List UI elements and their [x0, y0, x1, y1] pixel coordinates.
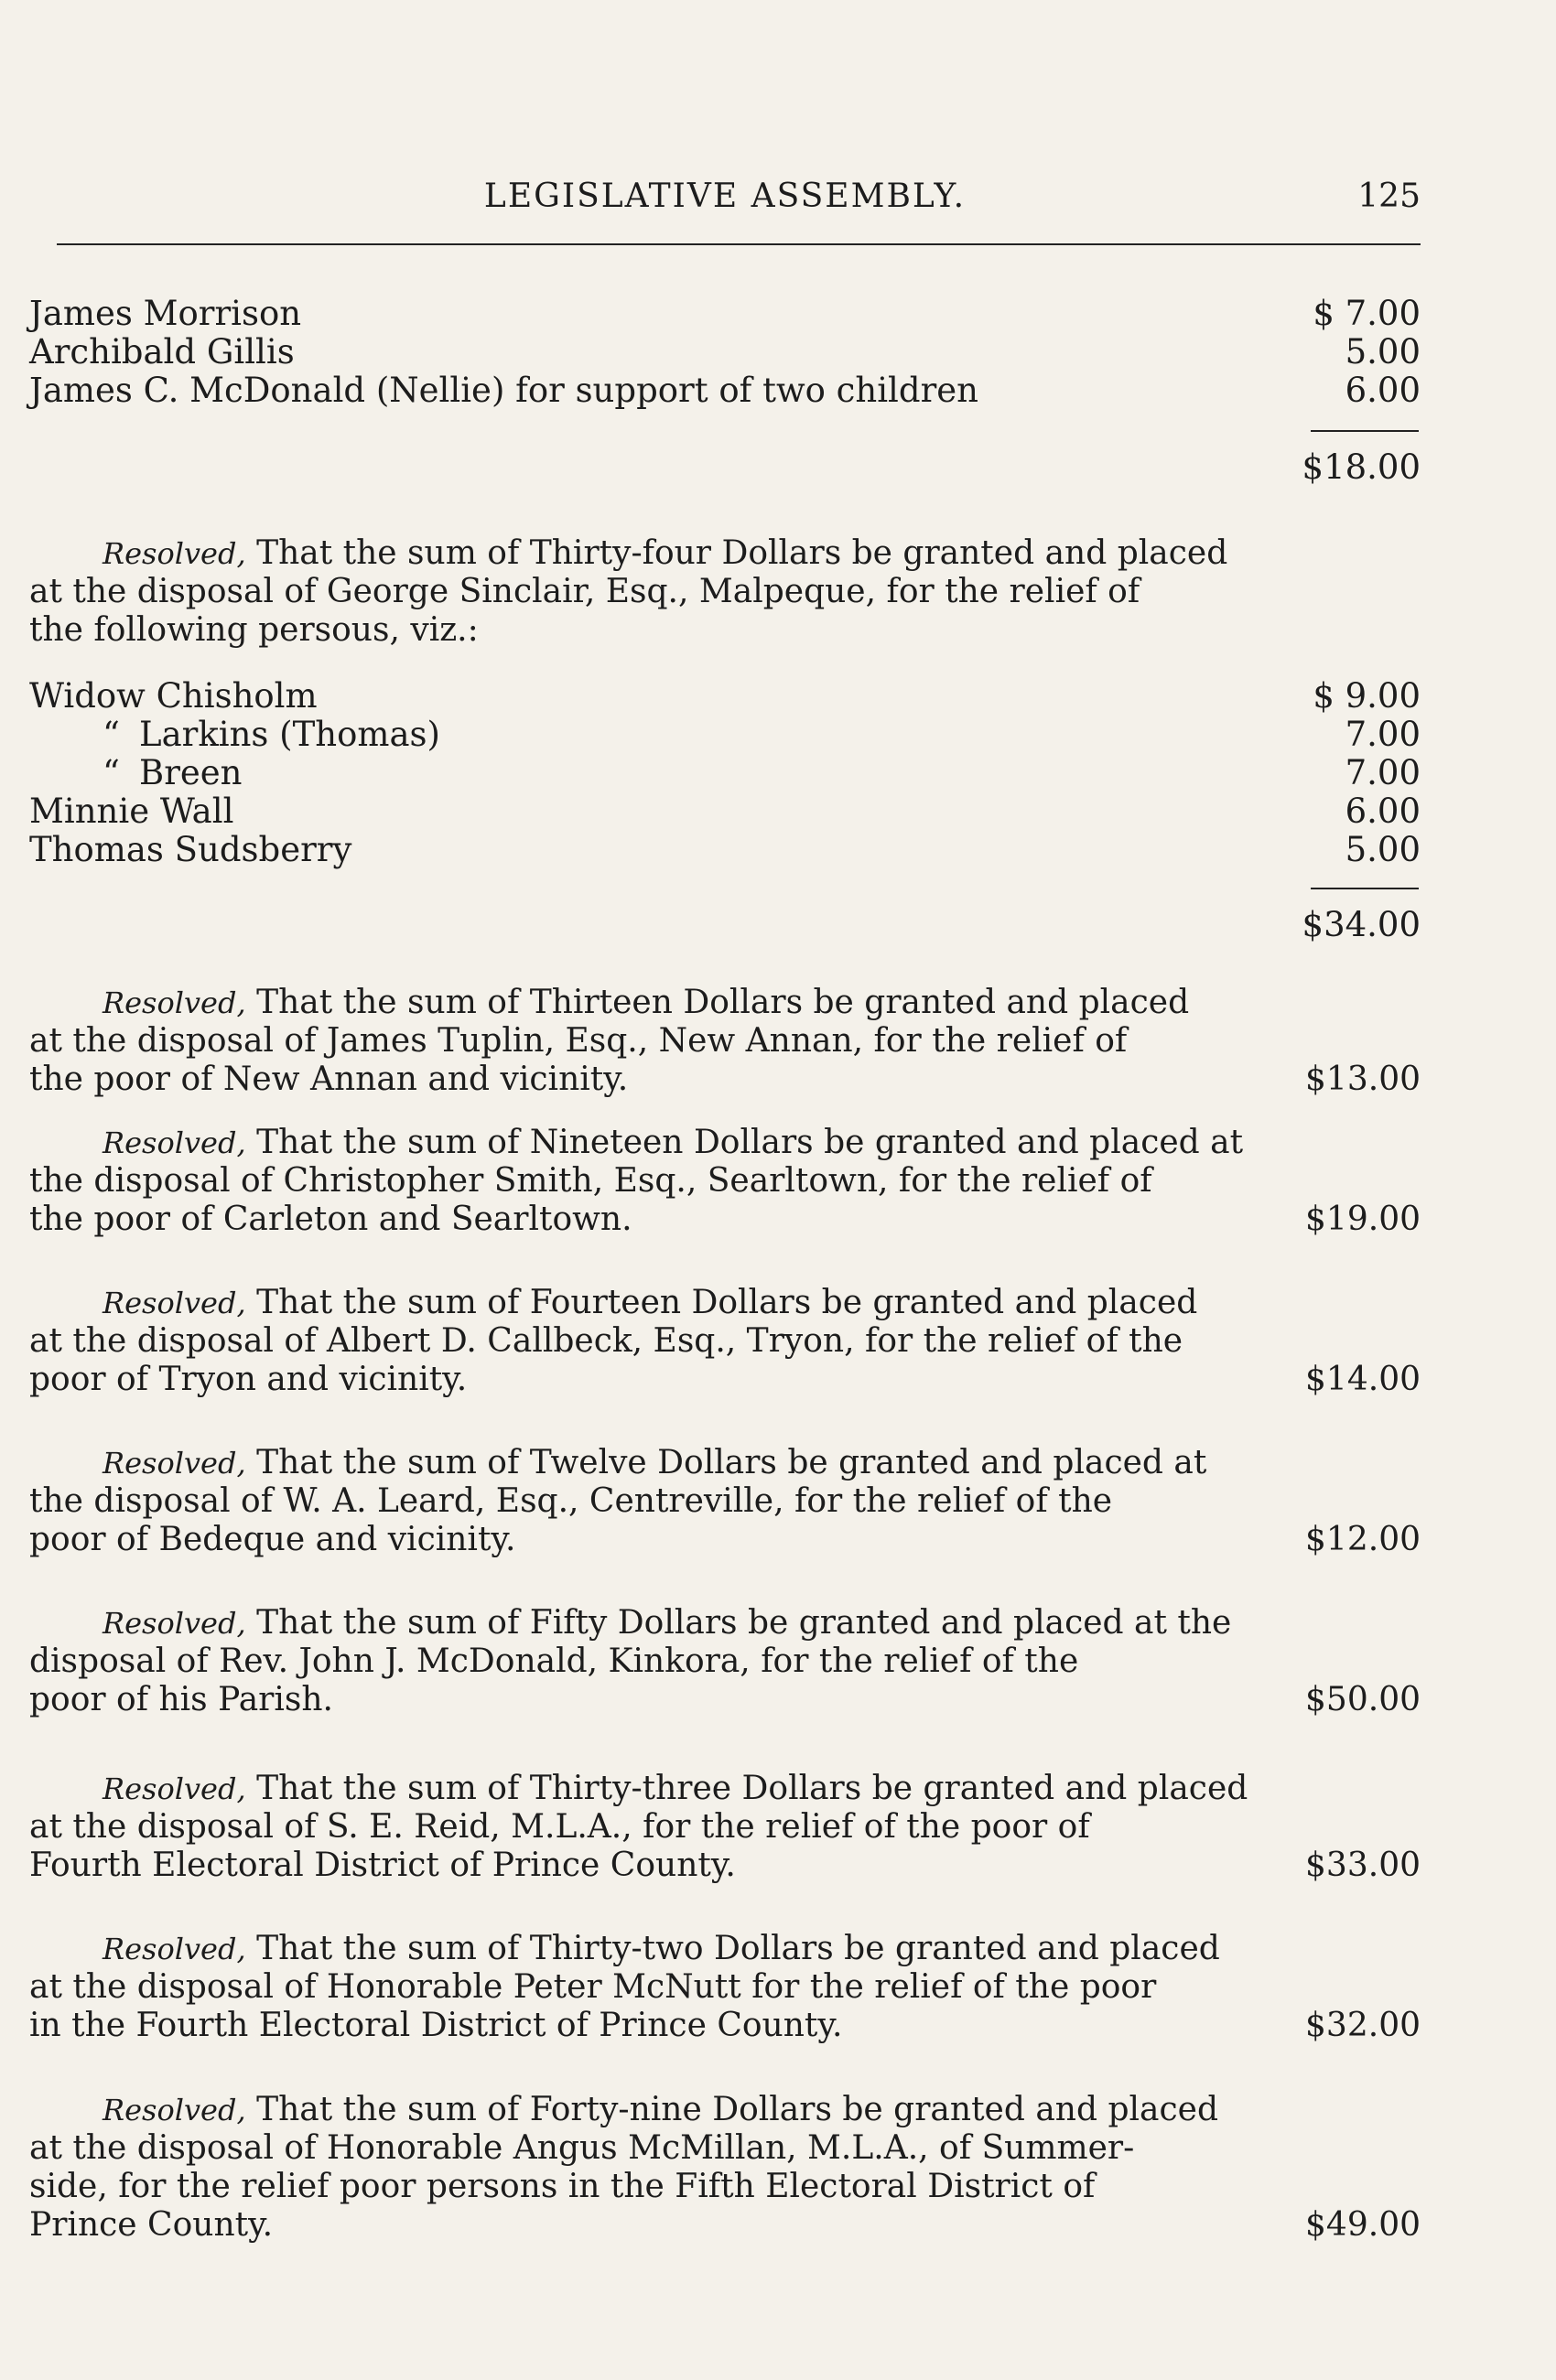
item-name: Archibald Gillis — [29, 332, 295, 372]
resolved-lead: Resolved, — [103, 1125, 246, 1160]
text-line: That the sum of Thirty-four Dollars be granted and placed — [256, 534, 1228, 572]
resolution-amount: $50.00 — [1305, 1681, 1421, 1718]
resolved-lead: Resolved, — [103, 1772, 246, 1806]
resolved-lead: Resolved, — [103, 2093, 246, 2127]
total-amount: $34.00 — [1302, 905, 1421, 944]
item-amount: 5.00 — [1345, 332, 1421, 372]
resolved-lead: Resolved, — [103, 536, 246, 571]
resolution-amount: $33.00 — [1305, 1847, 1421, 1884]
resolution-amount: $32.00 — [1305, 2007, 1421, 2044]
item-name: Minnie Wall — [29, 792, 234, 831]
resolved-lead: Resolved, — [103, 1606, 246, 1641]
resolution-paragraph: Resolved, That the sum of Thirty-three Dollars be granted and placed at the disposal of S. E. Reid, M.L.A., for the relief of the poor of Fourth Electoral District of Prince County. — [29, 1770, 1248, 1884]
resolution-paragraph: Resolved, That the sum of Nineteen Dollars be granted and placed at the disposal of Christopher Smith, Esq., Searltown, for the relief of the poor of Carleton and Searltown. — [29, 1124, 1244, 1238]
item-name: “ Breen — [103, 753, 243, 792]
resolved-lead: Resolved, — [103, 985, 246, 1020]
text-line: the following persous, viz.: — [29, 611, 479, 649]
item-amount: $ 9.00 — [1313, 676, 1421, 716]
resolution-paragraph: Resolved, That the sum of Thirteen Dollars be granted and placed at the disposal of James Tuplin, Esq., New Annan, for the relief of the poor of New Annan and vicinity. — [29, 984, 1190, 1098]
item-amount: 6.00 — [1345, 371, 1421, 410]
document-page — [29, 0, 1421, 2380]
resolution-paragraph — [29, 534, 1274, 650]
resolution-paragraph: Resolved, That the sum of Forty-nine Dollars be granted and placed at the disposal of Honorable Angus McMillan, M.L.A., of Summer- side, for the relief poor persons in the Fifth Electoral District of Prince County. — [29, 2091, 1219, 2244]
item-amount: 6.00 — [1345, 792, 1421, 831]
resolved-lead: Resolved, — [103, 1286, 246, 1320]
item-amount: 5.00 — [1345, 830, 1421, 869]
item-name: Thomas Sudsberry — [29, 830, 352, 869]
item-amount: 7.00 — [1345, 715, 1421, 754]
resolution-amount: $19.00 — [1305, 1201, 1421, 1238]
ditto-mark: “ — [103, 715, 120, 754]
header-rule — [57, 243, 1421, 245]
resolution-paragraph: Resolved, That the sum of Twelve Dollars be granted and placed at the disposal of W. A. Leard, Esq., Centreville, for the relief of the poor of Bedeque and vicinity. — [29, 1444, 1207, 1558]
item-amount: $ 7.00 — [1313, 294, 1421, 333]
total-amount: $18.00 — [1302, 447, 1421, 487]
resolution-amount: $14.00 — [1305, 1361, 1421, 1398]
item-name: James Morrison — [29, 294, 302, 333]
resolved-lead: Resolved, — [103, 1446, 246, 1481]
total-rule — [1311, 430, 1419, 432]
resolution-amount: $13.00 — [1305, 1061, 1421, 1098]
text-line: at the disposal of George Sinclair, Esq., Malpeque, for the relief of — [29, 573, 1140, 610]
item-name: “ Larkins (Thomas) — [103, 715, 440, 754]
total-rule — [1311, 888, 1419, 889]
page-number: 125 — [1357, 178, 1421, 215]
resolution-amount: $12.00 — [1305, 1521, 1421, 1558]
ditto-mark: “ — [103, 753, 120, 792]
item-name: Widow Chisholm — [29, 676, 318, 716]
resolved-lead: Resolved, — [103, 1932, 246, 1966]
resolution-paragraph: Resolved, That the sum of Thirty-two Dollars be granted and placed at the disposal of Honorable Peter McNutt for the relief of the poor in the Fourth Electoral District of Prince County. — [29, 1930, 1220, 2044]
page-header — [29, 174, 1421, 218]
page-title: LEGISLATIVE ASSEMBLY. — [483, 178, 967, 215]
item-amount: 7.00 — [1345, 753, 1421, 792]
resolution-paragraph: Resolved, That the sum of Fourteen Dollars be granted and placed at the disposal of Albert D. Callbeck, Esq., Tryon, for the relief of the poor of Tryon and vicinity. — [29, 1284, 1198, 1398]
resolution-paragraph: Resolved, That the sum of Fifty Dollars be granted and placed at the disposal of Rev. John J. McDonald, Kinkora, for the relief of the poor of his Parish. — [29, 1604, 1232, 1718]
resolution-amount: $49.00 — [1305, 2206, 1421, 2244]
item-name: James C. McDonald (Nellie) for support of two children — [29, 371, 978, 410]
